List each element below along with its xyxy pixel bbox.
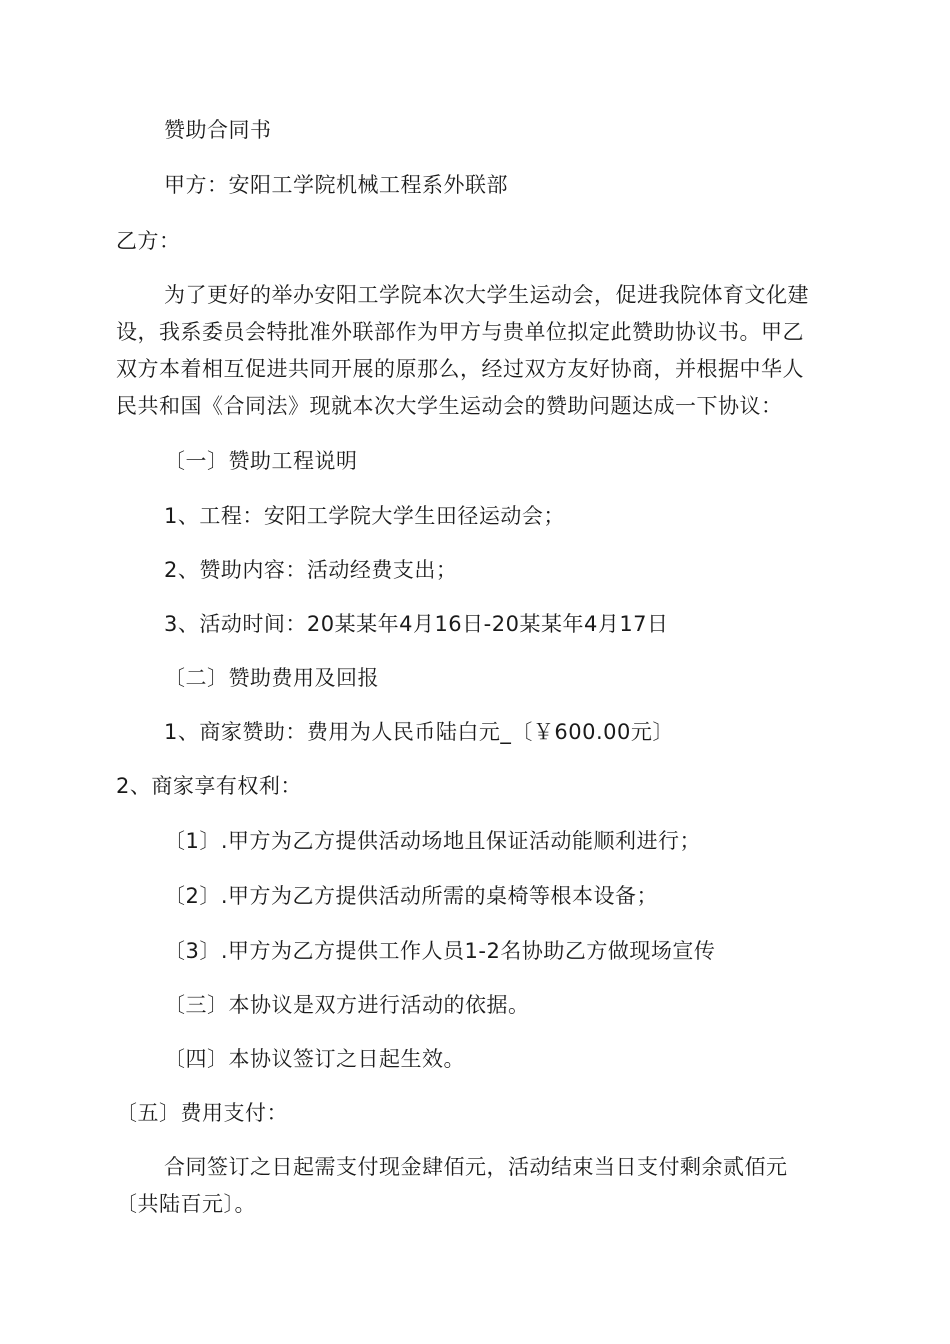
sponsor-rights-heading: 2、商家享有权利： (116, 774, 302, 798)
section-1-item: 1、工程：安阳工学院大学生田径运动会； (164, 504, 565, 528)
section-1-item: 2、赞助内容：活动经费支出； (164, 558, 458, 582)
right-item: 〔1〕.甲方为乙方提供活动场地且保证活动能顺利进行； (164, 829, 702, 853)
right-item: 〔3〕.甲方为乙方提供工作人员1-2名协助乙方做现场宣传 (164, 939, 716, 963)
payment-paragraph (116, 1153, 836, 1227)
intro-line: 为了更好的举办安阳工学院本次大学生运动会，促进我院体育文化建 (164, 283, 809, 307)
sponsor-fee-item: 1、商家赞助：费用为人民币陆白元_〔￥600.00元〕 (164, 720, 674, 744)
intro-paragraph (116, 281, 836, 429)
section-2-heading: 〔二〕赞助费用及回报 (164, 666, 379, 690)
intro-line: 双方本着相互促进共同开展的原那么，经过双方友好协商，并根据中华人 (116, 357, 804, 381)
payment-line: 〔共陆百元〕。 (116, 1192, 256, 1216)
section-3: 〔三〕本协议是双方进行活动的依据。 (164, 993, 530, 1017)
section-1-heading: 〔一〕赞助工程说明 (164, 449, 358, 473)
section-1-item: 3、活动时间：20某某年4月16日-20某某年4月17日 (164, 612, 669, 636)
intro-line: 设，我系委员会特批准外联部作为甲方与贵单位拟定此赞助协议书。甲乙 (116, 320, 804, 344)
party-b: 乙方： (116, 229, 181, 253)
intro-line: 民共和国《合同法》现就本次大学生运动会的赞助问题达成一下协议： (116, 394, 783, 418)
payment-line: 合同签订之日起需支付现金肆佰元，活动结束当日支付剩余贰佰元 (164, 1155, 788, 1179)
right-item: 〔2〕.甲方为乙方提供活动所需的桌椅等根本设备； (164, 884, 659, 908)
section-5-heading: 〔五〕费用支付： (116, 1101, 288, 1125)
document-title: 赞助合同书 (164, 118, 272, 142)
party-a: 甲方：安阳工学院机械工程系外联部 (164, 173, 508, 197)
section-4: 〔四〕本协议签订之日起生效。 (164, 1047, 465, 1071)
